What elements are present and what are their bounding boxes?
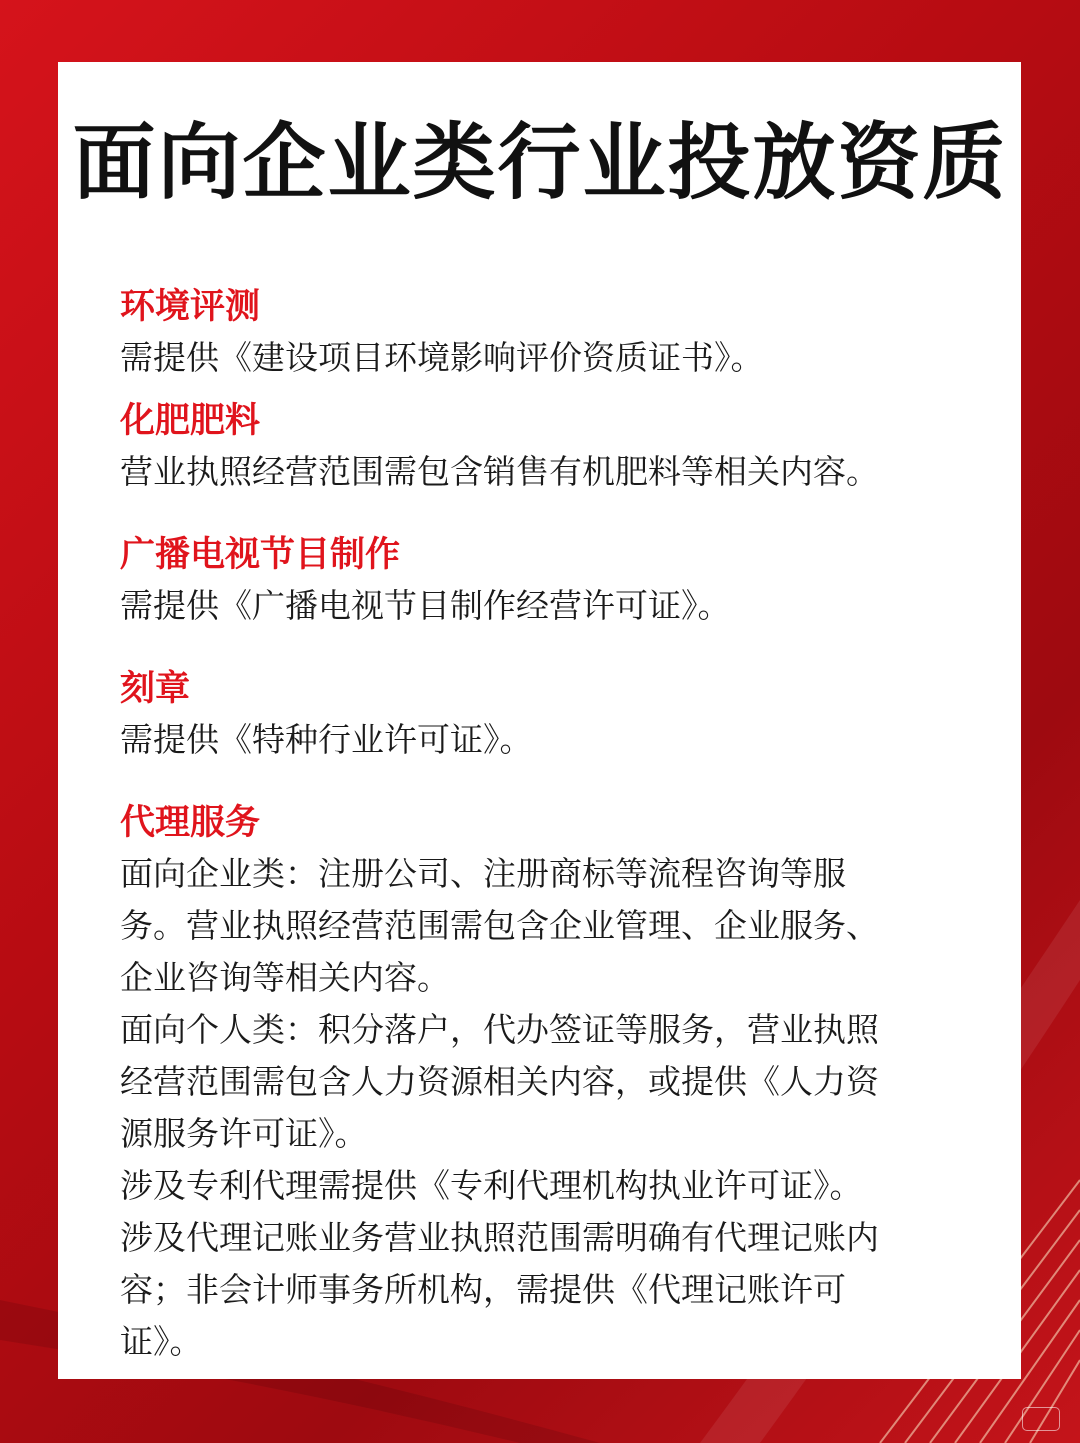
section-line: 面向企业类：注册公司、注册商标等流程咨询等服 <box>120 854 846 893</box>
watermark-logo <box>1022 1407 1060 1431</box>
section-line: 证》。 <box>120 1322 203 1361</box>
page-title: 面向企业类行业投放资质 <box>72 114 1008 211</box>
section-heading: 环境评测 <box>120 287 261 327</box>
section-line: 需提供《广播电视节目制作经营许可证》。 <box>120 586 731 625</box>
section-line: 容；非会计师事务所机构，需提供《代理记账许可 <box>120 1270 846 1309</box>
section-line: 营业执照经营范围需包含销售有机肥料等相关内容。 <box>120 452 879 491</box>
section-line: 经营范围需包含人力资源相关内容，或提供《人力资 <box>120 1062 879 1101</box>
section-line: 企业咨询等相关内容。 <box>120 958 450 997</box>
section-line: 需提供《特种行业许可证》。 <box>120 720 533 759</box>
section-broadcast <box>120 530 970 632</box>
sections-list <box>120 282 970 1368</box>
section-fertilizer <box>120 396 970 498</box>
section-agency <box>120 798 970 1368</box>
section-heading: 化肥肥料 <box>120 401 261 441</box>
section-heading: 广播电视节目制作 <box>120 535 401 575</box>
section-line: 涉及代理记账业务营业执照范围需明确有代理记账内 <box>120 1218 879 1257</box>
section-line: 涉及专利代理需提供《专利代理机构执业许可证》。 <box>120 1166 863 1205</box>
section-line: 务。营业执照经营范围需包含企业管理、企业服务、 <box>120 906 879 945</box>
section-seal <box>120 664 970 766</box>
section-heading: 刻章 <box>120 669 191 709</box>
section-environment <box>120 282 970 384</box>
section-line: 面向个人类：积分落户，代办签证等服务，营业执照 <box>120 1010 879 1049</box>
section-line: 源服务许可证》。 <box>120 1114 368 1153</box>
section-heading: 代理服务 <box>120 803 261 843</box>
section-line: 需提供《建设项目环境影响评价资质证书》。 <box>120 338 764 377</box>
